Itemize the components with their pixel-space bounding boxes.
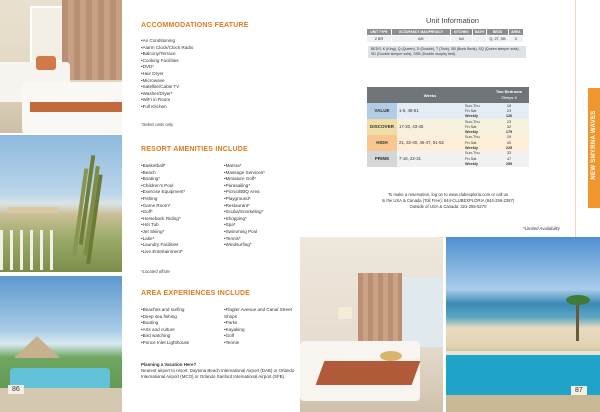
experience-item: • Boating	[141, 320, 221, 327]
experience-item: • Bird watching	[141, 333, 221, 340]
rate-period: Fri-Sat	[463, 156, 489, 161]
season-label: HIGH	[367, 135, 397, 151]
rate-period: Sun-Thu	[463, 119, 489, 124]
page-number-left: 86	[8, 385, 24, 394]
experience-item: • Flagler Avenue and Canal Street Shops	[224, 307, 294, 320]
reserve-line-3: Outside of USA & Canada: 321-255-5270	[409, 204, 487, 209]
season-label: VALUE	[367, 103, 397, 119]
rate-points: 179	[489, 129, 529, 134]
sleeps-label: Sleeps 6	[501, 95, 517, 100]
amenity-item: • Children's Pool	[141, 183, 221, 190]
accommodation-item: • Balcony/Terrace	[141, 51, 291, 58]
season-label: DISCOVER	[367, 119, 397, 135]
amenity-item: • Shopping*	[224, 216, 304, 223]
experience-item: • Arts and culture	[141, 327, 221, 334]
rate-points: 23	[489, 119, 529, 124]
amenity-item: • Spa*	[224, 222, 304, 229]
experience-item: • Kayaking	[224, 327, 294, 334]
accommodation-item: • Satellite/Cable TV	[141, 84, 291, 91]
accommodations-list	[141, 38, 291, 111]
limited-availability-note: *Limited Availability	[523, 226, 560, 231]
unit-cell: 0	[508, 36, 523, 43]
rate-period: Sun-Thu	[463, 135, 489, 140]
rate-points: 33	[489, 151, 529, 156]
experience-item: • Beaches and surfing	[141, 307, 221, 314]
amenity-item: • Hot Tub	[141, 222, 221, 229]
rate-points: 16	[489, 103, 529, 108]
accommodations-heading: ACCOMMODATIONS FEATURE	[141, 22, 249, 29]
unit-header-cell: UNIT TYPE	[367, 29, 392, 36]
experience-item: • Tennis	[224, 340, 294, 347]
reserve-line-1: To make a reservation, log on to www.clubexploria.com or call us	[387, 192, 509, 197]
amenity-item: • Miniature Golf*	[224, 176, 304, 183]
experience-item: • Golf	[224, 333, 294, 340]
rate-period: Fri-Sat	[463, 108, 489, 113]
unit-cell: full	[450, 36, 472, 43]
resort-amenities-note: *Located offsite	[141, 269, 170, 274]
area-experiences-heading: AREA EXPERIENCES INCLUDE	[141, 290, 251, 297]
reserve-line-2: In the USA & Canada (Toll Free): 844-CLUBEXPLORIA (844-258-2397)	[381, 198, 515, 203]
unit-information-title: Unit Information	[426, 16, 479, 25]
amenity-item: • Windsurfing*	[224, 242, 304, 249]
amenity-item: • Beach	[141, 170, 221, 177]
season-label: PRIME	[367, 151, 397, 167]
experience-item: • Ponce Inlet Lighthouse	[141, 340, 221, 347]
amenity-item: • Live Entertainment*	[141, 249, 221, 256]
unit-header-cell: BATH	[472, 29, 487, 36]
rate-points: 47	[489, 156, 529, 161]
accommodation-item: • DVD*	[141, 64, 291, 71]
unit-header-cell: BEDS	[487, 29, 508, 36]
amenity-item: • Massage Services*	[224, 170, 304, 177]
unit-cell	[472, 36, 487, 43]
unit-table-header	[367, 29, 524, 36]
rate-points: 32	[489, 124, 529, 129]
rate-points: 40	[489, 140, 529, 145]
rate-period: Sun-Thu	[463, 151, 489, 156]
unit-table-row	[367, 36, 524, 43]
season-weeks: 17-20, 43-45	[397, 119, 463, 135]
rate-points: 126	[489, 114, 529, 119]
rate-table-header	[367, 87, 529, 103]
area-experiences-list-col1	[141, 307, 221, 347]
accommodation-item: • WiFi in Room	[141, 97, 291, 104]
resort-amenities-heading: RESORT AMENITIES INCLUDE	[141, 146, 248, 153]
accommodation-item: • Hair Dryer	[141, 71, 291, 78]
rate-period: Weekly	[463, 129, 489, 134]
amenity-item: • Scuba/Snorkeling*	[224, 209, 304, 216]
rate-points: 259	[489, 161, 529, 166]
rate-points: 225	[489, 145, 529, 150]
rate-period: Weekly	[463, 161, 489, 166]
experience-item: • Parks	[224, 320, 294, 327]
rate-period: Fri-Sat	[463, 124, 489, 129]
amenity-item: • Restaurant*	[224, 203, 304, 210]
unit-header-cell: OCCUPANCY MAX/PRIVACY	[392, 29, 451, 36]
accommodation-item: • Full Kitchen	[141, 104, 291, 111]
two-bedroom-label: Two Bedroom	[495, 89, 523, 94]
unit-header-cell: KITCHEN	[450, 29, 472, 36]
amenity-item: • Boating*	[141, 176, 221, 183]
side-tab-label: NEW SMYRNA WAVES	[591, 110, 597, 180]
amenity-item: • Golf*	[141, 209, 221, 216]
unit-information-table	[366, 28, 524, 43]
amenity-item: • Exercise Equipment*	[141, 189, 221, 196]
amenity-item: • Fishing	[141, 196, 221, 203]
bedroom-balcony-photo	[300, 237, 443, 412]
planning-section	[141, 362, 296, 380]
amenity-item: • Picnic/BBQ Area	[224, 189, 304, 196]
rate-points: 29	[489, 135, 529, 140]
area-experiences-list-col2	[224, 307, 294, 347]
accommodation-item: • Cooking Facilities	[141, 58, 291, 65]
unit-cell: Q, 2T, SB	[487, 36, 508, 43]
experience-item: • Deep sea fishing	[141, 314, 221, 321]
amenity-item: • Lake*	[141, 236, 221, 243]
beach-dunes-photo	[0, 135, 122, 272]
season-weeks: 1-6, 48-51	[397, 103, 463, 119]
amenity-item: • Playground*	[224, 196, 304, 203]
amenity-item: • Horseback Riding*	[141, 216, 221, 223]
rate-period: Weekly	[463, 114, 489, 119]
accommodation-item: • Air Conditioning	[141, 38, 291, 45]
weeks-header: Weeks	[397, 87, 463, 103]
amenity-item: • Game Room*	[141, 203, 221, 210]
resort-amenities-list-col1	[141, 163, 221, 255]
resort-amenities-list-col2	[224, 163, 304, 249]
accommodation-item: • Washer/Dryer*	[141, 91, 291, 98]
unit-type-header	[489, 87, 529, 103]
rate-table	[367, 87, 529, 167]
rate-period: Sun-Thu	[463, 103, 489, 108]
amenity-item: • Swimming Pool	[224, 229, 304, 236]
rate-period: Fri-Sat	[463, 140, 489, 145]
unit-header-cell: AREA	[508, 29, 523, 36]
rate-period: Weekly	[463, 145, 489, 150]
amenity-item: • Marina*	[224, 163, 304, 170]
amenity-item: • Laundry Facilities	[141, 242, 221, 249]
season-weeks: 21, 32-40, 46-47, 51-52	[397, 135, 463, 151]
amenity-item: • Basketball*	[141, 163, 221, 170]
amenity-item: • Tennis*	[224, 236, 304, 243]
unit-cell: 2 BR	[367, 36, 392, 43]
accommodation-item: • Microwave	[141, 78, 291, 85]
rate-points: 23	[489, 108, 529, 113]
reservation-info	[368, 192, 528, 210]
planning-title: Planning a Vacation Here?	[141, 362, 197, 367]
season-weeks: 7-16, 22-31	[397, 151, 463, 167]
amenity-item: • Jet Skiing*	[141, 229, 221, 236]
amenity-item: • Parasailing*	[224, 183, 304, 190]
page-number-right: 87	[571, 386, 587, 395]
planning-text: Nearest airport to resort: Daytona Beach International Airport (DAB) or Orlando International Airport (MCO) or Orlando Sanford International Airport (SFB).	[141, 368, 295, 379]
bedroom-photo	[0, 0, 122, 133]
beds-legend: BEDS: K (King), Q (Queen), D (Double), T (Twin), SB (Bunk Beds), SQ (Queen sleeper sofa), SD (Double sleeper sofa), SSB (Double murphy bed)	[368, 46, 526, 58]
accommodation-item: • Alarm Clock/Clock Radio	[141, 45, 291, 52]
unit-cell: 6/6	[392, 36, 451, 43]
accommodations-note: *Select units only	[141, 122, 174, 127]
